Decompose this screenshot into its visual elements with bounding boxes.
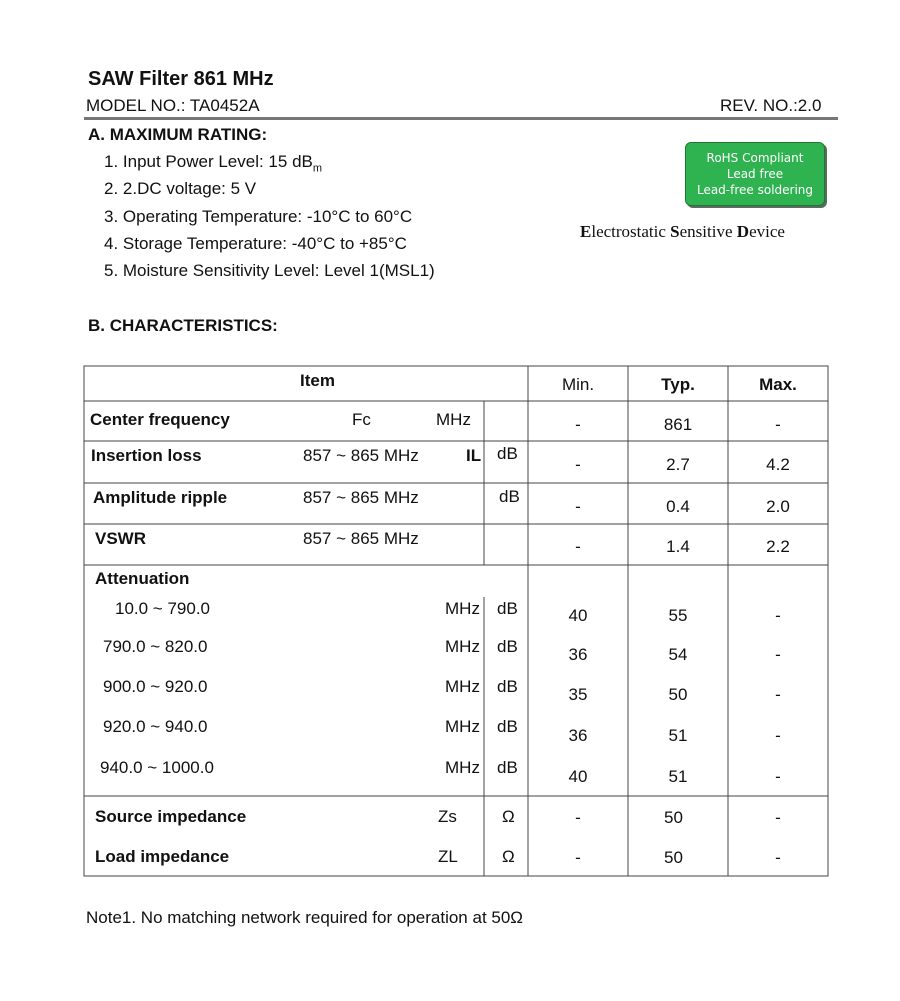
- typ-value: 51: [668, 726, 688, 745]
- max-value: -: [775, 415, 781, 434]
- typ-value: 50: [664, 808, 683, 827]
- freq-range: 857 ~ 865 MHz: [303, 488, 419, 507]
- freq-unit: MHz: [445, 599, 480, 618]
- min-value: -: [575, 497, 581, 516]
- freq-unit: MHz: [445, 637, 480, 656]
- rating-item-storage-temp: 4. Storage Temperature: -40°C to +85°C: [104, 234, 407, 253]
- footnote: Note1. No matching network required for operation at 50Ω: [86, 908, 524, 927]
- rohs-line: RoHS Compliant: [706, 151, 804, 165]
- param-name: VSWR: [95, 529, 146, 548]
- column-header-item: Item: [300, 371, 335, 390]
- param-unit: Ω: [502, 807, 515, 826]
- freq-unit: MHz: [445, 677, 480, 696]
- param-symbol: Fc: [352, 410, 371, 429]
- min-value: -: [575, 455, 581, 474]
- revision-number: REV. NO.:2.0: [720, 96, 822, 115]
- param-name: Center frequency: [90, 410, 230, 429]
- typ-value: 861: [663, 415, 693, 434]
- typ-value: 54: [668, 645, 688, 664]
- freq-unit: MHz: [445, 717, 480, 736]
- freq-range: 857 ~ 865 MHz: [303, 446, 419, 465]
- freq-range: 790.0 ~ 820.0: [103, 637, 208, 656]
- max-rating-heading: A. MAXIMUM RATING:: [88, 125, 268, 144]
- param-unit: dB: [499, 487, 520, 506]
- param-symbol: ZL: [438, 847, 458, 866]
- param-unit: dB: [497, 599, 518, 618]
- max-value: 2.2: [766, 537, 790, 556]
- rating-item-input-power: 1. Input Power Level: 15 $dB_m$: [104, 152, 323, 175]
- column-header-min: Min.: [561, 375, 595, 394]
- max-value: -: [775, 606, 781, 625]
- param-symbol: Zs: [438, 807, 457, 826]
- min-value: 40: [568, 767, 588, 786]
- min-value: -: [575, 537, 581, 556]
- esd-label: Electrostatic Sensitive Device: [580, 222, 785, 241]
- max-value: -: [775, 848, 781, 867]
- min-value: -: [575, 808, 581, 827]
- freq-range: 857 ~ 865 MHz: [303, 529, 419, 548]
- param-unit: dB: [497, 758, 518, 777]
- max-value: 4.2: [766, 455, 790, 474]
- min-value: 35: [568, 685, 588, 704]
- rohs-line: Lead-free soldering: [696, 183, 814, 197]
- param-unit: MHz: [436, 410, 471, 429]
- param-unit: dB: [497, 717, 518, 736]
- rohs-line: Lead free: [726, 167, 784, 181]
- column-header-typ: Typ.: [661, 375, 695, 394]
- rating-item-msl: 5. Moisture Sensitivity Level: Level 1(MSL1): [104, 261, 435, 280]
- param-unit: dB: [497, 444, 518, 463]
- max-value: -: [775, 726, 781, 745]
- param-symbol: IL: [466, 446, 482, 465]
- attenuation-label: Attenuation: [95, 569, 190, 588]
- max-value: -: [775, 808, 781, 827]
- freq-range: 920.0 ~ 940.0: [103, 717, 208, 736]
- max-value: -: [775, 645, 781, 664]
- typ-value: 1.4: [666, 537, 690, 556]
- typ-value: 55: [668, 606, 688, 625]
- param-name: Source impedance: [95, 807, 247, 826]
- freq-range: 10.0 ~ 790.0: [115, 599, 211, 618]
- typ-value: 50: [668, 685, 688, 704]
- typ-value: 50: [664, 848, 683, 867]
- freq-unit: MHz: [445, 758, 480, 777]
- max-value: 2.0: [766, 497, 790, 516]
- typ-value: 0.4: [666, 497, 690, 516]
- freq-range: 940.0 ~ 1000.0: [100, 758, 214, 777]
- param-unit: Ω: [502, 847, 515, 866]
- min-value: -: [575, 848, 581, 867]
- min-value: 40: [568, 606, 588, 625]
- min-value: 36: [568, 726, 588, 745]
- param-name: Load impedance: [95, 847, 230, 866]
- param-name: Amplitude ripple: [93, 488, 228, 507]
- min-value: 36: [568, 645, 588, 664]
- column-header-max: Max.: [759, 375, 797, 394]
- document-title: SAW Filter 861 MHz: [88, 68, 274, 90]
- param-unit: dB: [497, 637, 518, 656]
- param-unit: dB: [497, 677, 518, 696]
- rating-item-operating-temp: 3. Operating Temperature: -10°C to 60°C: [104, 207, 413, 226]
- min-value: -: [575, 415, 581, 434]
- typ-value: 51: [668, 767, 688, 786]
- model-number: MODEL NO.: TA0452A: [86, 96, 260, 115]
- characteristics-heading: B. CHARACTERISTICS:: [88, 316, 278, 335]
- rating-item-dc-voltage: 2. 2.DC voltage: 5 V: [104, 179, 257, 198]
- max-value: -: [775, 767, 781, 786]
- typ-value: 2.7: [666, 455, 690, 474]
- param-name: Insertion loss: [91, 446, 202, 465]
- max-value: -: [775, 685, 781, 704]
- freq-range: 900.0 ~ 920.0: [103, 677, 208, 696]
